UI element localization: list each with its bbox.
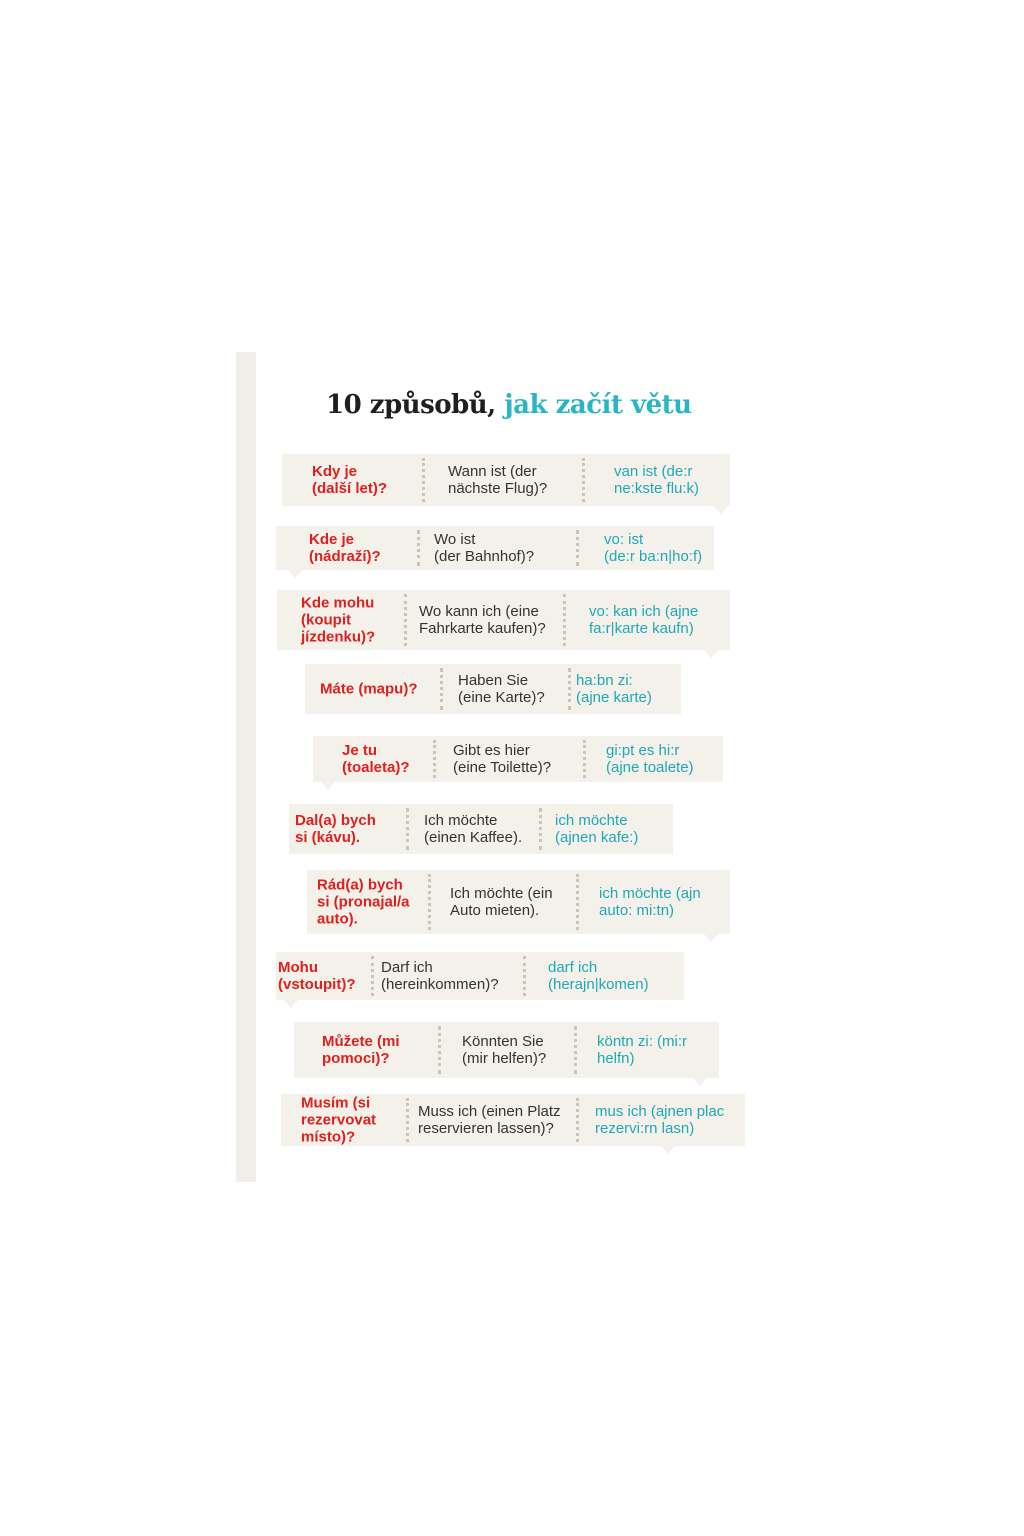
phrase-bubble-1 <box>282 454 730 506</box>
german-phrase: Muss ich (einen Platz reservieren lassen)? <box>418 1103 561 1137</box>
phrase-bubble-10 <box>281 1094 745 1146</box>
german-phrase: Wo kann ich (eine Fahrkarte kaufen)? <box>419 603 546 637</box>
divider <box>563 594 566 646</box>
divider <box>404 594 407 646</box>
bubble-tail <box>704 934 718 942</box>
czech-phrase: Dal(a) bych si (kávu). <box>295 812 376 846</box>
phrase-bubble-3 <box>277 590 730 650</box>
pronunciation: darf ich (herajn|komen) <box>548 959 649 993</box>
pronunciation: mus ich (ajnen plac rezervi:rn lasn) <box>595 1103 725 1137</box>
czech-phrase: Mohu (vstoupit)? <box>278 959 356 993</box>
divider <box>576 1098 579 1142</box>
pronunciation: van ist (de:r ne:kste flu:k) <box>614 463 700 497</box>
divider <box>583 740 586 778</box>
german-phrase: Ich möchte (ein Auto mieten). <box>450 885 553 919</box>
czech-phrase: Kde je (nádraží)? <box>309 531 381 565</box>
german-phrase: Gibt es hier (eine Toilette)? <box>453 742 552 776</box>
czech-phrase: Máte (mapu)? <box>320 680 418 698</box>
pronunciation: ich möchte (ajnen kafe:) <box>555 812 639 846</box>
phrase-bubble-4 <box>305 664 681 714</box>
bubble-tail <box>714 506 728 514</box>
bubble-tail <box>693 1078 707 1086</box>
divider <box>576 874 579 930</box>
divider <box>433 740 436 778</box>
bubble-tail <box>661 1146 675 1154</box>
pronunciation: vo: kan ich (ajne fa:r|karte kaufn) <box>589 603 699 637</box>
divider <box>438 1026 441 1074</box>
czech-phrase: Musím (si rezervovat místo)? <box>301 1094 377 1146</box>
bubble-tail <box>321 782 335 790</box>
divider <box>406 1098 409 1142</box>
phrase-bubble-2 <box>276 526 714 570</box>
czech-phrase: Je tu (toaleta)? <box>342 742 410 776</box>
german-phrase: Ich möchte (einen Kaffee). <box>424 812 523 846</box>
divider <box>523 956 526 996</box>
divider <box>406 808 409 850</box>
pronunciation: ha:bn zi: (ajne karte) <box>576 672 652 706</box>
divider <box>539 808 542 850</box>
divider <box>582 458 585 502</box>
czech-phrase: Můžete (mi pomoci)? <box>322 1033 400 1067</box>
title-accent: jak začít větu <box>504 390 692 420</box>
phrase-bubble-5 <box>313 736 723 782</box>
page-title <box>326 390 726 420</box>
czech-phrase: Kdy je (další let)? <box>312 463 388 497</box>
divider <box>422 458 425 502</box>
title-main: 10 způsobů, <box>326 390 496 420</box>
pronunciation: ich möchte (ajn auto: mi:tn) <box>599 885 701 919</box>
divider <box>576 530 579 566</box>
bubble-tail <box>284 1000 298 1008</box>
bubble-tail <box>288 570 302 578</box>
page-edge-strip <box>236 352 256 1182</box>
divider <box>568 668 571 710</box>
phrase-bubble-6 <box>289 804 673 854</box>
german-phrase: Wann ist (der nächste Flug)? <box>448 463 548 497</box>
german-phrase: Darf ich (hereinkommen)? <box>381 959 499 993</box>
czech-phrase: Kde mohu (koupit jízdenku)? <box>301 594 376 646</box>
german-phrase: Könnten Sie (mir helfen)? <box>462 1033 547 1067</box>
pronunciation: vo: ist (de:r ba:n|ho:f) <box>604 531 703 565</box>
german-phrase: Haben Sie (eine Karte)? <box>458 672 545 706</box>
divider <box>428 874 431 930</box>
divider <box>440 668 443 710</box>
phrase-bubble-7 <box>307 870 730 934</box>
pronunciation: köntn zi: (mi:r helfn) <box>597 1033 688 1067</box>
divider <box>574 1026 577 1074</box>
divider <box>371 956 374 996</box>
bubble-tail <box>704 650 718 658</box>
divider <box>417 530 420 566</box>
phrase-bubble-9 <box>294 1022 719 1078</box>
phrase-bubble-8 <box>276 952 684 1000</box>
pronunciation: gi:pt es hi:r (ajne toalete) <box>606 742 694 776</box>
german-phrase: Wo ist (der Bahnhof)? <box>434 531 535 565</box>
czech-phrase: Rád(a) bych si (pronajal/a auto). <box>317 876 410 928</box>
